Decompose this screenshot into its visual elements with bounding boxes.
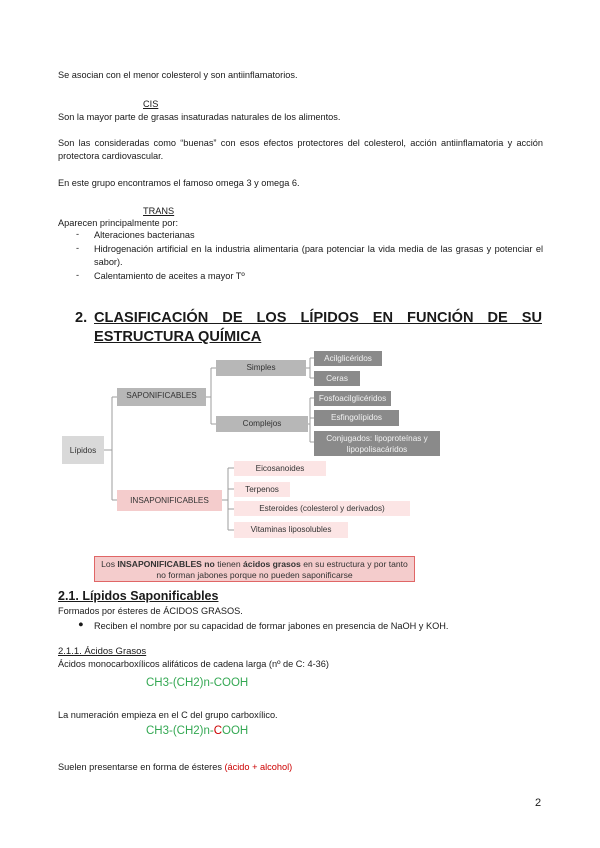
trans-heading: TRANS	[143, 206, 175, 216]
subsection-2-1-bullet: Reciben el nombre por su capacidad de formar jabones en presencia de NaOH y KOH.	[94, 621, 449, 631]
esteres-text: Suelen presentarse en forma de ésteres	[58, 762, 225, 772]
simples-node: Simples	[216, 360, 306, 376]
note-pre: Los	[101, 559, 118, 569]
subsection-2-1-1-title: 2.1.1. Ácidos Grasos	[58, 646, 147, 657]
fosfoacilgliceridos-node: Fosfoacilglicéridos	[314, 391, 391, 406]
esteres-red-text: (ácido + alcohol)	[224, 762, 293, 772]
trans-item-3: Calentamiento de aceites a mayor Tº	[94, 271, 245, 281]
eicosanoides-node: Eicosanoides	[234, 461, 326, 476]
subsection-2-1-1-line: Ácidos monocarboxílicos alifáticos de cadena larga (nº de C: 4-36)	[58, 659, 329, 669]
cis-paragraph-2: Son las consideradas como “buenas” con esos efectos protectores del colesterol, acción antiinflamatoria y acción protectora cardiovascular.	[58, 138, 543, 161]
subsection-2-1-title: 2.1. Lípidos Saponificables	[58, 589, 219, 603]
cis-heading: CIS	[143, 99, 159, 109]
page-number: 2	[535, 797, 542, 809]
trans-intro: Aparecen principalmente por:	[58, 218, 179, 228]
dash-bullet: -	[76, 229, 80, 239]
esteres-line	[58, 761, 292, 774]
dash-bullet: -	[76, 270, 80, 280]
subsection-2-1-line: Formados por ésteres de ÁCIDOS GRASOS.	[58, 606, 243, 616]
cis-paragraph-3: En este grupo encontramos el famoso omega 3 y omega 6.	[58, 178, 300, 188]
dash-bullet: -	[76, 243, 80, 253]
terpenos-node: Terpenos	[234, 482, 290, 497]
note-bold-2: ácidos grasos	[243, 559, 301, 569]
numeracion-line: La numeración empieza en el C del grupo carboxílico.	[58, 710, 278, 720]
acilgliceridos-node: Acilglicéridos	[314, 351, 382, 366]
fatty-acid-formula-1: CH3-(CH2)n-COOH	[146, 677, 249, 689]
trans-item-2: Hidrogenación artificial en la industria alimentaria (para potenciar la vida media de las grasas y potenciar el sabor).	[94, 244, 543, 267]
intro-line: Se asocian con el menor colesterol y son antiinflamatorios.	[58, 70, 298, 80]
trans-item-1: Alteraciones bacterianas	[94, 230, 195, 240]
section-number: 2.	[75, 310, 88, 326]
note-post: en su estructura y por tanto no forman jabones porque no pueden saponificarse	[156, 559, 408, 580]
vitaminas-node: Vitaminas liposolubles	[234, 522, 348, 538]
esteroides-node: Esteroides (colesterol y derivados)	[234, 501, 410, 516]
saponificables-node: SAPONIFICABLES	[117, 388, 206, 406]
note-mid: tienen	[214, 559, 244, 569]
lipidos-node: Lípidos	[62, 436, 104, 464]
formula-2-chain: CH3-(CH2)n-	[146, 725, 214, 737]
insaponificables-node: INSAPONIFICABLES	[117, 490, 222, 511]
esfingolipidos-node: Esfingolípidos	[314, 410, 399, 426]
complejos-node: Complejos	[216, 416, 308, 432]
cis-paragraph-1: Son la mayor parte de grasas insaturadas naturales de los alimentos.	[58, 112, 341, 122]
fatty-acid-formula-2	[146, 725, 248, 737]
section-title: CLASIFICACIÓN DE LOS LÍPIDOS EN FUNCIÓN DE SU ESTRUCTURA QUÍMICA	[94, 310, 542, 345]
insaponificables-note	[94, 556, 415, 582]
formula-2-carbon: C	[213, 725, 223, 737]
note-bold-1: INSAPONIFICABLES no	[117, 559, 215, 569]
formula-2-rest: OOH	[222, 725, 249, 737]
dot-bullet: ●	[78, 619, 84, 629]
conjugados-node: Conjugados: lipoproteínas y lipopolisacáridos	[314, 431, 440, 456]
ceras-node: Ceras	[314, 371, 360, 386]
